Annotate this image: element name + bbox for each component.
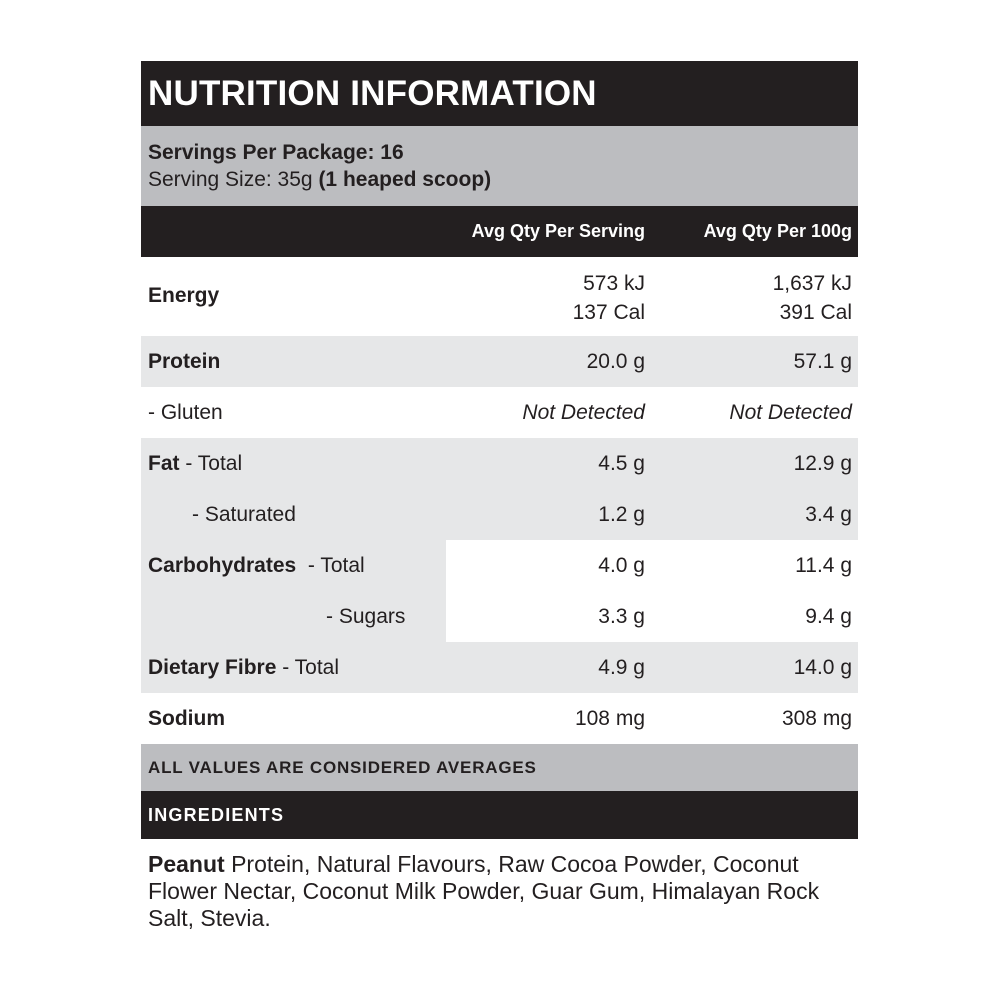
row-carbohydrates-sugars [141, 591, 858, 642]
energy-per-100g [773, 269, 852, 327]
energy-serving-cal: 137 Cal [572, 301, 645, 324]
protein-per-serving: 20.0 g [586, 350, 645, 373]
energy-100g-kj: 1,637 kJ [772, 272, 852, 295]
row-energy [141, 257, 858, 336]
serving-size-label: Serving Size: 35g [148, 168, 319, 191]
row-fat-total [141, 438, 858, 489]
ingredients-lead: Peanut [148, 851, 225, 877]
fat-total-per-serving: 4.5 g [598, 452, 645, 475]
fat-saturated-per-serving: 1.2 g [598, 503, 645, 526]
gluten-label: - Gluten [148, 401, 223, 424]
row-carbohydrates-total [141, 540, 858, 591]
sugars-per-100g: 9.4 g [805, 605, 852, 628]
energy-100g-cal: 391 Cal [779, 301, 852, 324]
energy-serving-kj: 573 kJ [583, 272, 645, 295]
ingredients-header [141, 791, 858, 839]
fibre-per-100g: 14.0 g [793, 656, 852, 679]
carbohydrates-total-per-100g: 11.4 g [795, 554, 852, 577]
sodium-per-serving: 108 mg [574, 707, 645, 730]
gluten-per-serving: Not Detected [522, 401, 645, 424]
gluten-per-100g: Not Detected [729, 401, 852, 424]
serving-size-scoop: (1 heaped scoop) [318, 168, 492, 191]
carbohydrates-block [141, 540, 858, 642]
ingredients-list: Protein, Natural Flavours, Raw Cocoa Powder, Coconut Flower Nectar, Coconut Milk Powder, Guar Gum, Himalayan Rock Salt, Stevia. [148, 851, 820, 931]
protein-per-100g: 57.1 g [793, 350, 852, 373]
nutrition-panel [141, 61, 858, 934]
row-sodium [141, 693, 858, 744]
title-bar [141, 61, 858, 126]
energy-label: Energy [148, 284, 220, 307]
fat-label: Fat [148, 452, 180, 475]
servings-section [141, 126, 858, 206]
fat-saturated-per-100g: 3.4 g [805, 503, 852, 526]
ingredients-heading: INGREDIENTS [148, 805, 285, 825]
sugars-per-serving: 3.3 g [598, 605, 645, 628]
ingredients-body [141, 839, 858, 934]
averages-note-text: ALL VALUES ARE CONSIDERED AVERAGES [148, 758, 537, 777]
ingredients-text [148, 851, 848, 932]
fibre-total-label: - Total [276, 656, 340, 679]
sugars-label: - Sugars [326, 605, 406, 628]
energy-per-serving [573, 269, 645, 327]
row-fat-saturated [141, 489, 858, 540]
fat-total-per-100g: 12.9 g [793, 452, 852, 475]
serving-size [148, 168, 491, 192]
fibre-label: Dietary Fibre [148, 656, 277, 679]
carbohydrates-label: Carbohydrates [148, 554, 297, 577]
servings-per-package: Servings Per Package: 16 [148, 141, 404, 164]
fibre-per-serving: 4.9 g [598, 656, 645, 679]
row-protein [141, 336, 858, 387]
carbohydrates-total-per-serving: 4.0 g [598, 554, 645, 577]
row-gluten [141, 387, 858, 438]
column-header [141, 206, 858, 257]
protein-label: Protein [148, 350, 221, 373]
fat-total-label: - Total [179, 452, 243, 475]
column-per-serving: Avg Qty Per Serving [471, 221, 645, 241]
sodium-label: Sodium [148, 707, 225, 730]
page-title: NUTRITION INFORMATION [148, 74, 597, 113]
row-dietary-fibre [141, 642, 858, 693]
fat-saturated-label: - Saturated [192, 503, 296, 526]
column-per-100g: Avg Qty Per 100g [703, 221, 852, 241]
averages-note [141, 744, 858, 791]
carbohydrates-total-label: - Total [296, 554, 365, 577]
sodium-per-100g: 308 mg [781, 707, 852, 730]
